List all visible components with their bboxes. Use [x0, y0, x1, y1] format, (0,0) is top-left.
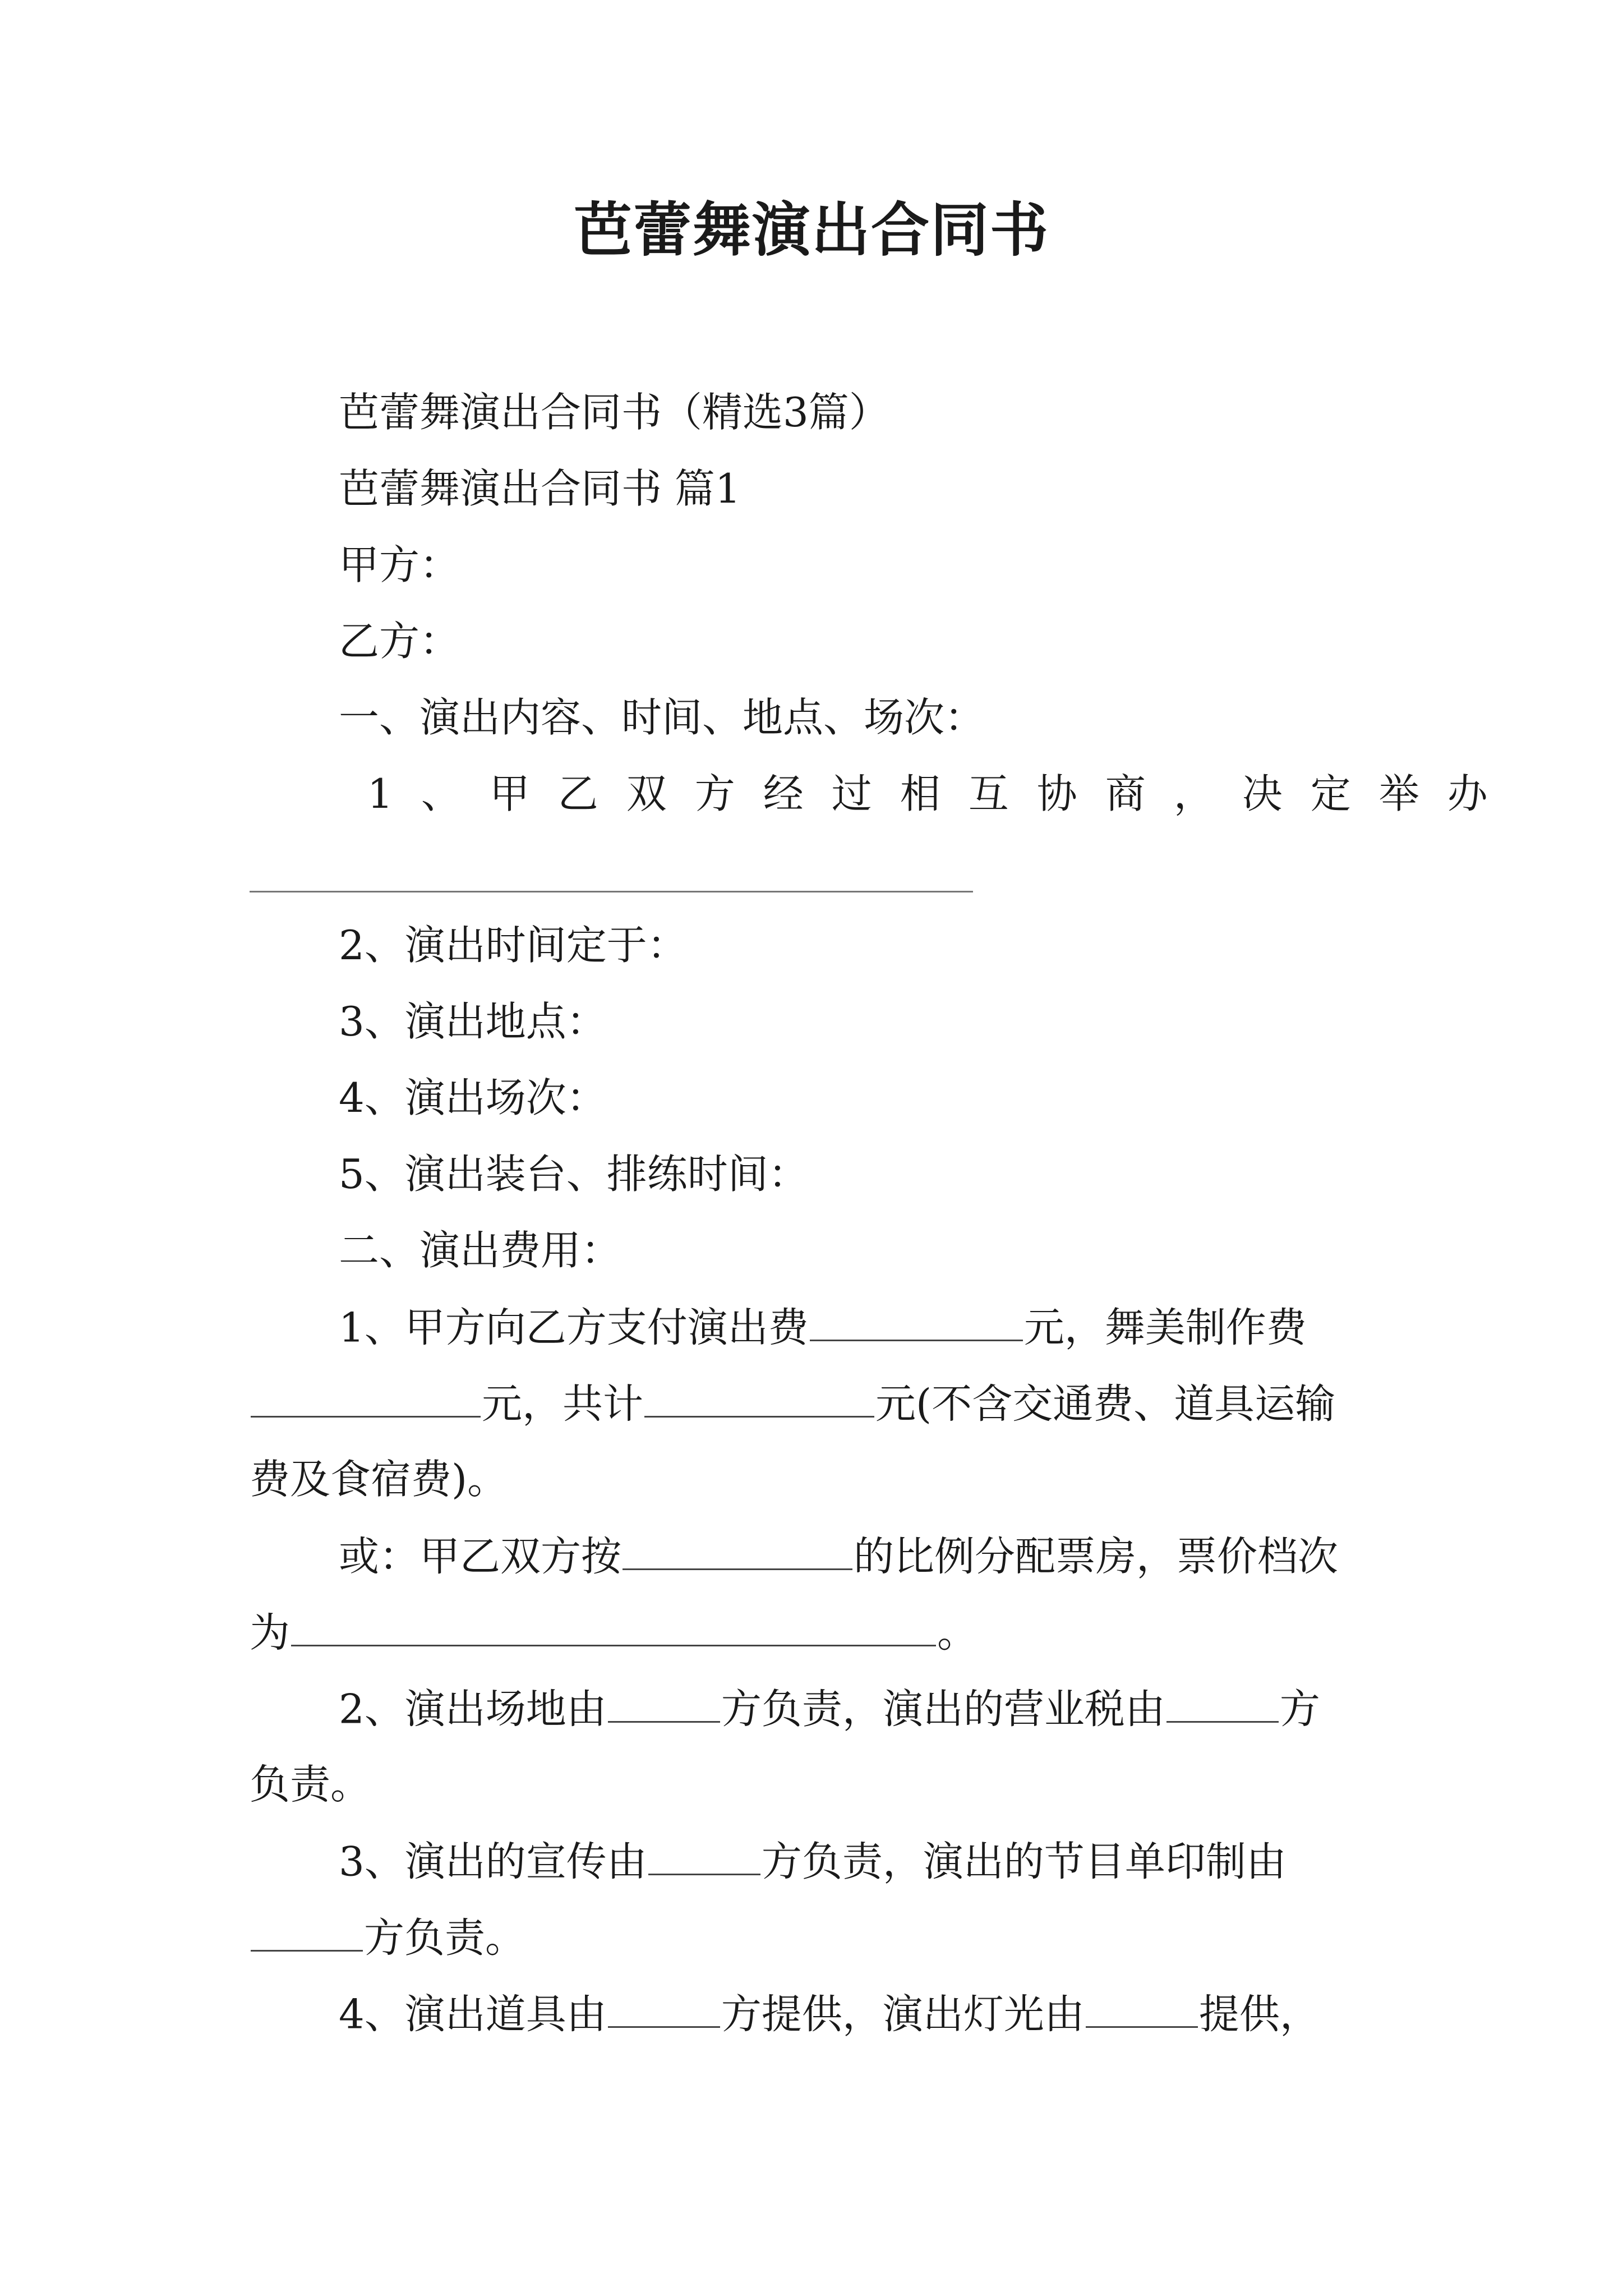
fill-in-line — [250, 891, 973, 892]
text: 方提供，演出灯光由 — [721, 1990, 1085, 2038]
text: 4、演出道具由 — [339, 1990, 607, 2038]
blank-field — [251, 1912, 363, 1952]
clause-1-1: 1、甲乙双方经过相互协商，决定举办 — [367, 770, 1516, 817]
text: 元，共计 — [482, 1380, 644, 1428]
blank-field — [644, 1378, 874, 1418]
party-b-label: 乙方： — [339, 618, 460, 665]
blank-field — [1086, 1988, 1198, 2028]
text: 提供， — [1198, 1990, 1320, 2038]
text: 的比例分配票房，票价档次 — [854, 1533, 1339, 1580]
clause-1-2: 2、演出时间定于： — [339, 922, 688, 969]
text: 方负责。 — [364, 1914, 526, 1962]
clause-2-1-line3: 费及食宿费)。 — [250, 1456, 508, 1503]
clause-heading-2: 二、演出费用： — [339, 1227, 622, 1274]
text: 元，舞美制作费 — [1023, 1304, 1307, 1351]
text: 方 — [1279, 1685, 1320, 1733]
text: 。 — [937, 1609, 978, 1657]
clause-1-4: 4、演出场次： — [339, 1074, 607, 1121]
clause-2-1-line2 — [250, 1378, 1335, 1429]
text: 或：甲乙双方按 — [339, 1533, 622, 1580]
clause-2-3-line2 — [250, 1912, 525, 1963]
clause-heading-1: 一、演出内容、时间、地点、场次： — [339, 694, 985, 741]
blank-field — [251, 1378, 481, 1418]
party-a-label: 甲方： — [339, 541, 460, 588]
clause-2-3-line1 — [339, 1835, 1287, 1887]
clause-2-4-line1 — [339, 1988, 1320, 2039]
blank-field — [1166, 1683, 1279, 1723]
clause-2-2-line1 — [339, 1683, 1320, 1734]
blank-field — [810, 1301, 1023, 1341]
clause-1-5: 5、演出装台、排练时间： — [339, 1151, 809, 1198]
clause-2-alt-line1 — [339, 1530, 1338, 1581]
document-title: 芭蕾舞演出合同书 — [573, 195, 1049, 264]
section-heading-part1: 芭蕾舞演出合同书 篇1 — [339, 465, 741, 512]
text: 方负责，演出的节目单印制由 — [761, 1838, 1287, 1885]
blank-field — [623, 1530, 852, 1570]
clause-2-alt-line2 — [250, 1607, 978, 1658]
clause-2-2-line2: 负责。 — [250, 1761, 371, 1808]
blank-field — [608, 1683, 720, 1723]
text: 1、甲方向乙方支付演出费 — [339, 1304, 809, 1351]
blank-field — [648, 1835, 760, 1875]
blank-field — [291, 1607, 936, 1646]
text: 2、演出场地由 — [339, 1685, 607, 1733]
text: 方负责，演出的营业税由 — [721, 1685, 1165, 1733]
subtitle-selected: 芭蕾舞演出合同书（精选3篇） — [339, 389, 889, 436]
text: 3、演出的宣传由 — [339, 1838, 647, 1885]
clause-1-3: 3、演出地点： — [339, 998, 607, 1045]
text: 元(不含交通费、道具运输 — [875, 1380, 1336, 1428]
blank-field — [608, 1988, 720, 2028]
text: 为 — [250, 1609, 291, 1657]
clause-2-1-line1 — [339, 1301, 1307, 1352]
